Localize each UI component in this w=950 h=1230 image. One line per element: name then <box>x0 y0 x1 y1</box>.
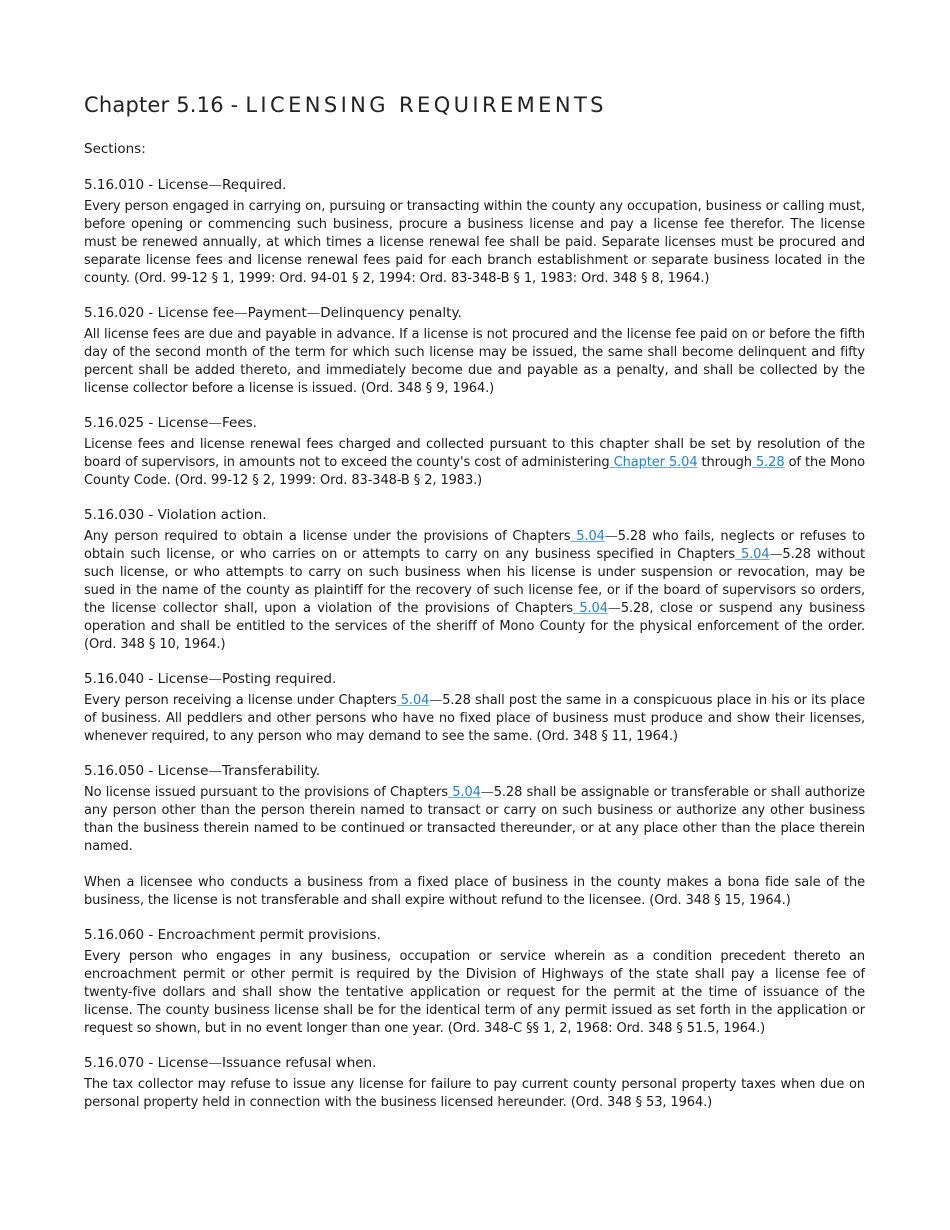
em-dash: — <box>604 529 618 544</box>
section-heading <box>84 506 865 524</box>
section-body <box>84 692 865 746</box>
em-dash: — <box>769 547 783 562</box>
section-5-16-070 <box>84 1054 865 1112</box>
section-body <box>84 528 865 654</box>
section-title-part: License <box>157 1055 209 1071</box>
section-heading <box>84 762 865 780</box>
section-body: Every person who engages in any business, occupation or service wherein as a condition precedent thereto an encroachment permit or other permit is required by the Division of Highways of the state shall pay a license fee of twenty-five dollars and shall show the tentative application or request for the permit at the time of issuance of the license. The county business license shall be for the identical term of any permit issued as set forth in the application or request so shown, but in no event longer than one year. (Ord. 348-C §§ 1, 2, 1968: Ord. 348 § 51.5, 1964.) <box>84 949 865 1036</box>
em-dash: — <box>429 693 443 708</box>
section-5-16-050 <box>84 762 865 910</box>
body-text: through <box>697 455 752 470</box>
section-5-16-060 <box>84 926 865 1038</box>
section-5-16-020 <box>84 304 865 398</box>
section-number: 5.16.050 - <box>84 763 158 779</box>
body-text: 5.28, close or suspend any business operation and shall be entitled to the services of the sheriff of Mono County for the physical enforcement of the order. (Ord. 348 § 10, 1964.) <box>84 601 866 652</box>
chapter-5-04-link[interactable]: 5.04 <box>572 601 608 616</box>
section-heading <box>84 670 865 688</box>
section-title-part: Fees. <box>221 415 257 431</box>
document-content <box>84 90 865 1128</box>
section-title-part: Encroachment permit provisions. <box>157 927 381 943</box>
section-5-16-030 <box>84 506 865 654</box>
em-dash: — <box>234 305 248 321</box>
section-body: Every person engaged in carrying on, pursuing or transacting within the county any occupation, business or calling must, before opening or commencing such business, procure a business license and pay a license fee therefor. The license must be renewed annually, at which times a license renewal fee shall be paid. Separate licenses must be procured and separate license fees and license renewal fees paid for each branch establishment or separate business located in the county. (Ord. 99-12 § 1, 1999: Ord. 94-01 § 2, 1994: Ord. 83-348-B § 1, 1983: Ord. 348 § 8, 1964.) <box>84 199 865 286</box>
chapter-5-04-link[interactable]: 5.04 <box>396 693 430 708</box>
section-title-part: License <box>157 763 209 779</box>
chapter-title-prefix: Chapter 5.16 - <box>84 93 246 117</box>
chapter-title-text: LICENSING REQUIREMENTS <box>245 93 607 117</box>
section-5-16-025 <box>84 414 865 490</box>
section-heading <box>84 926 865 944</box>
body-text: 5.28 shall be assignable or transferable or shall authorize any person other than the person therein named to transact or carry on such business or authorize any other business than the business therein named to be continued or transacted thereunder, or at any place other than the place therein named. <box>84 785 865 854</box>
em-dash: — <box>208 177 222 193</box>
body-text: No license issued pursuant to the provisions of Chapters <box>84 785 448 800</box>
chapter-5-04-link[interactable]: 5.04 <box>570 529 605 544</box>
section-number: 5.16.025 - <box>84 415 158 431</box>
body-text: 5.28 shall post the same in a conspicuous place in his or its place of business. All peddlers and other persons who have no fixed place of business must produce and show their licenses, whenever required, to any person who may demand to see the same. (Ord. 348 § 11, 1964.) <box>84 693 865 744</box>
body-text: 5.28 who fails, neglects or refuses to obtain such license, or who carries on or attempts to carry on any business specified in Chapters <box>84 529 866 562</box>
section-heading <box>84 1054 865 1072</box>
section-5-16-010 <box>84 176 865 288</box>
section-title-part: Posting required. <box>221 671 337 687</box>
body-text: Any person required to obtain a license under the provisions of Chapters <box>84 529 571 544</box>
section-heading <box>84 304 865 322</box>
em-dash: — <box>208 671 222 687</box>
section-number: 5.16.010 - <box>84 177 158 193</box>
section-title-part: Payment <box>247 305 307 321</box>
chapter-5-04-link[interactable]: 5.04 <box>447 785 481 800</box>
section-number: 5.16.070 - <box>84 1055 158 1071</box>
section-body: The tax collector may refuse to issue any license for failure to pay current county personal property taxes when due on personal property held in connection with the business licensed hereunder. (Ord. 348 § 53, 1964.) <box>84 1077 865 1110</box>
section-title-part: Required. <box>221 177 287 193</box>
sections-label: Sections: <box>84 141 146 157</box>
em-dash: — <box>607 601 621 616</box>
section-title-part: Delinquency penalty. <box>320 305 462 321</box>
chapter-5-04-link[interactable]: Chapter 5.04 <box>609 455 698 470</box>
em-dash: — <box>480 785 494 800</box>
em-dash: — <box>208 763 222 779</box>
section-body-continued: When a licensee who conducts a business from a fixed place of business in the county makes a bona fide sale of the business, the license is not transferable and shall expire without refund to the licensee. (Ord. 348 § 15, 1964.) <box>84 875 865 908</box>
chapter-5-28-link[interactable]: 5.28 <box>751 455 785 470</box>
body-text: License fees and license renewal fees charged and collected pursuant to this chapter shall be set by resolution of the board of supervisors, in amounts not to exceed the county's cost of administering <box>84 437 865 470</box>
body-text: Every person receiving a license under Chapters <box>84 693 397 708</box>
section-number: 5.16.020 - <box>84 305 158 321</box>
section-heading <box>84 414 865 432</box>
section-title-part: Violation action. <box>157 507 267 523</box>
section-number: 5.16.030 - <box>84 507 158 523</box>
body-text: of the Mono County Code. (Ord. 99-12 § 2, 1999: Ord. 83-348-B § 2, 1983.) <box>84 455 865 488</box>
section-title-part: License <box>157 415 209 431</box>
section-body <box>84 436 865 490</box>
body-text: 5.28 without such license, or who attempts to carry on such business when his license is under suspension or revocation, may be sued in the name of the county as plaintiff for the recovery of such license fee, or if the board of supervisors so orders, the license collector shall, upon a violation of the provisions of Chapters <box>84 547 865 616</box>
section-heading <box>84 176 865 194</box>
section-title-part: License fee <box>157 305 235 321</box>
em-dash: — <box>208 1055 222 1071</box>
section-5-16-040 <box>84 670 865 746</box>
chapter-title <box>84 90 865 120</box>
em-dash: — <box>208 415 222 431</box>
section-title-part: License <box>157 671 209 687</box>
section-body <box>84 784 865 856</box>
em-dash: — <box>306 305 321 321</box>
section-number: 5.16.040 - <box>84 671 158 687</box>
section-title-part: Issuance refusal when. <box>221 1055 377 1071</box>
chapter-5-04-link[interactable]: 5.04 <box>735 547 770 562</box>
section-title-part: Transferability. <box>221 763 321 779</box>
section-title-part: License <box>157 177 209 193</box>
section-body: All license fees are due and payable in advance. If a license is not procured and the license fee paid on or before the fifth day of the second month of the term for which such license may be issued, the same shall become delinquent and fifty percent shall be added thereto, and immediately become due and payable as a penalty, and shall be collected by the license collector before a license is issued. (Ord. 348 § 9, 1964.) <box>84 327 865 396</box>
section-number: 5.16.060 - <box>84 927 158 943</box>
